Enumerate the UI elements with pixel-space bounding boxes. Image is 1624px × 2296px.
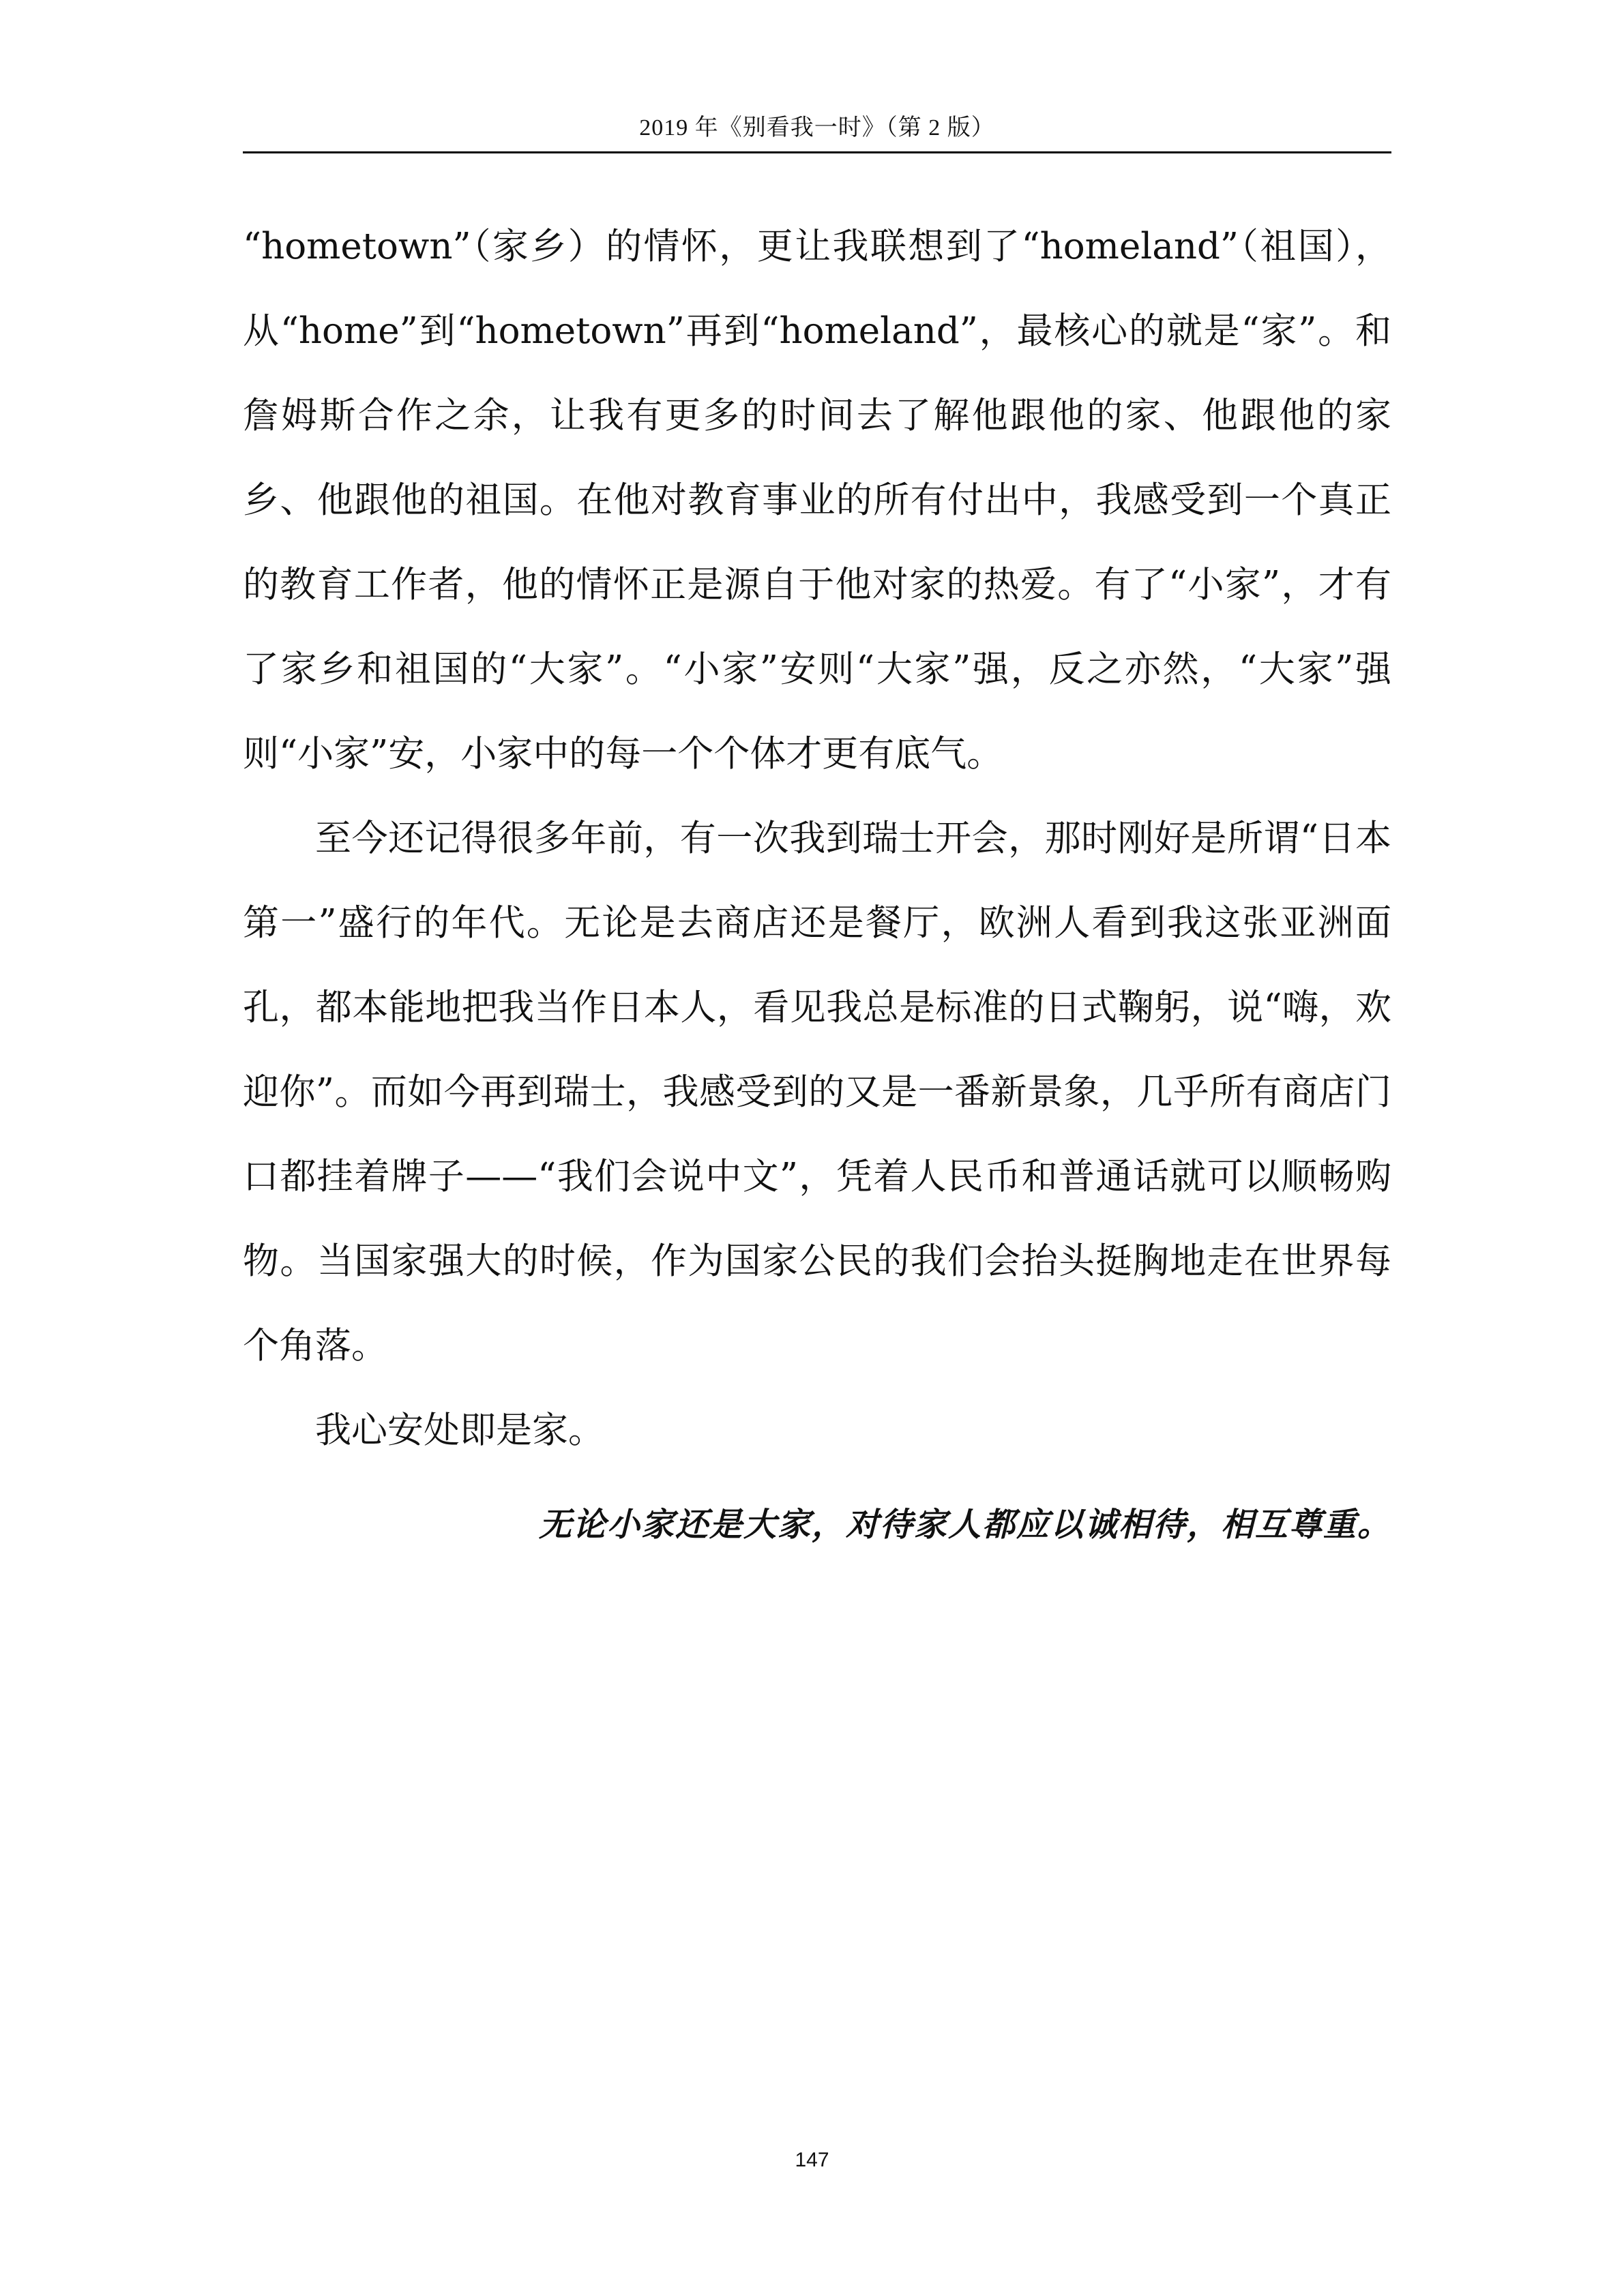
page-number: 147 (795, 2149, 829, 2171)
running-header: 2019 年《别看我一时》（第 2 版） (639, 115, 995, 140)
header-divider (243, 151, 1391, 153)
paragraph-switzerland: 至今还记得很多年前，有一次我到瑞士开会，那时刚好是所谓“日本第一”盛行的年代。无论是去商店还是餐厅，欧洲人看到我这张亚洲面孔，都本能地把我当作日本人，看见我总是标准的日式鞠躬，说“嗨，欢迎你”。而如今再到瑞士，我感受到的又是一番新景象，几乎所有商店门口都挂着牌子——“我们会说中文”，凭着人民币和普通话就可以顺畅购物。当国家强大的时候，作为国家公民的我们会抬头挺胸地走在世界每个角落。 (243, 818, 1391, 1367)
paragraph-continued: “hometown”（家乡）的情怀，更让我联想到了“homeland”（祖国），从“home”到“hometown”再到“homeland”，最核心的就是“家”。和詹姆斯合作之余，让我有更多的时间去了解他跟他的家、他跟他的家乡、他跟他的祖国。在他对教育事业的所有付出中，我感受到一个真正的教育工作者，他的情怀正是源自于他对家的热爱。有了“小家”，才有了家乡和祖国的“大家”。“小家”安则“大家”强，反之亦然，“大家”强则“小家”安，小家中的每一个个体才更有底气。 (243, 226, 1391, 775)
closing-note: 无论小家还是大家，对待家人都应以诚相待，相互尊重。 (538, 1506, 1391, 1544)
paragraph-home: 我心安处即是家。 (315, 1410, 604, 1451)
body-text (243, 205, 1391, 1473)
